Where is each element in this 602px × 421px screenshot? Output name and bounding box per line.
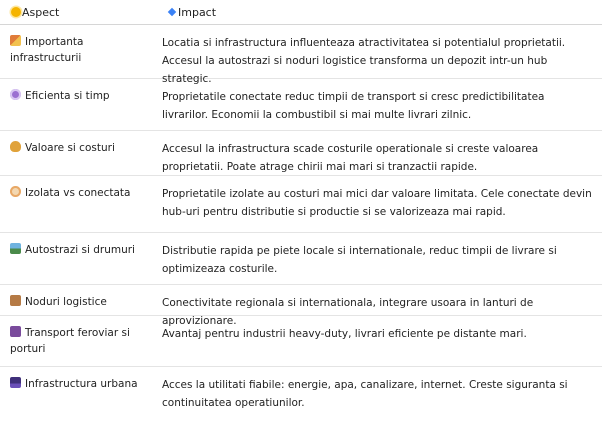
aspect-cell (0, 176, 146, 232)
aspect-text: Importanta infrastructurii (10, 36, 84, 64)
header-aspect (0, 6, 146, 19)
aspect-text: Eficienta si timp (25, 90, 110, 102)
table-row (0, 367, 602, 421)
table-row (0, 176, 602, 233)
aspect-text: Izolata vs conectata (25, 187, 131, 199)
impact-cell: Locatia si infrastructura influenteaza atractivitatea si potentialul proprietatii. Accesul la autostrazi si noduri logistice transforma un depozit intr-un hub strategic. (162, 37, 566, 85)
table-row (0, 233, 602, 285)
city-icon (10, 377, 21, 388)
sun-icon (11, 7, 21, 17)
impact-cell: Distributie rapida pe piete locale si internationale, reduc timpii de livrare si optimizeaza costurile. (162, 245, 557, 275)
aspect-cell (0, 131, 146, 175)
table-header (0, 0, 602, 25)
header-impact (146, 6, 602, 19)
aspect-cell (0, 316, 146, 366)
link-icon (10, 186, 21, 197)
table-row (0, 79, 602, 131)
aspect-cell (0, 367, 146, 421)
impact-cell: Avantaj pentru industrii heavy-duty, livrari eficiente pe distante mari. (162, 328, 527, 340)
aspect-cell (0, 79, 146, 130)
aspect-text: Valoare si costuri (25, 142, 115, 154)
aspect-text: Transport feroviar si porturi (10, 327, 130, 355)
aspect-cell (0, 285, 146, 315)
aspect-cell (0, 25, 146, 78)
money-bag-icon (10, 141, 21, 152)
table-row (0, 131, 602, 176)
impact-cell: Conectivitate regionala si internationala, integrare usoara in lanturi de aprovizionare. (162, 297, 534, 327)
motorway-icon (10, 243, 21, 254)
aspect-text: Autostrazi si drumuri (25, 244, 135, 256)
impact-cell: Acces la utilitati fiabile: energie, apa, canalizare, internet. Creste siguranta si continuitatea operatiunilor. (162, 379, 568, 409)
table-row (0, 316, 602, 367)
construction-icon (10, 35, 21, 46)
aspect-cell (0, 233, 146, 284)
impact-cell: Accesul la infrastructura scade costurile operationale si creste valoarea proprietatii. Poate atrage chirii mai mari si tranzactii rapide. (162, 143, 539, 173)
impact-cell: Proprietatile izolate au costuri mai mici dar valoare limitata. Cele conectate devin hub-uri pentru distributie si productie si se valorizeaza mai rapid. (162, 188, 592, 218)
train-icon (10, 326, 21, 337)
impact-cell: Proprietatile conectate reduc timpii de transport si cresc predictibilitatea livrarilor. Economii la combustibil si mai multe livrari zilnic. (162, 91, 545, 121)
aspect-text: Infrastructura urbana (25, 378, 138, 390)
header-impact-label: Impact (178, 5, 217, 19)
header-aspect-label: Aspect (22, 5, 60, 19)
table-row (0, 25, 602, 85)
table-row (0, 285, 602, 327)
package-icon (10, 295, 21, 306)
stopwatch-icon (10, 89, 21, 100)
aspect-text: Noduri logistice (25, 296, 107, 308)
blue-diamond-icon (168, 8, 176, 16)
